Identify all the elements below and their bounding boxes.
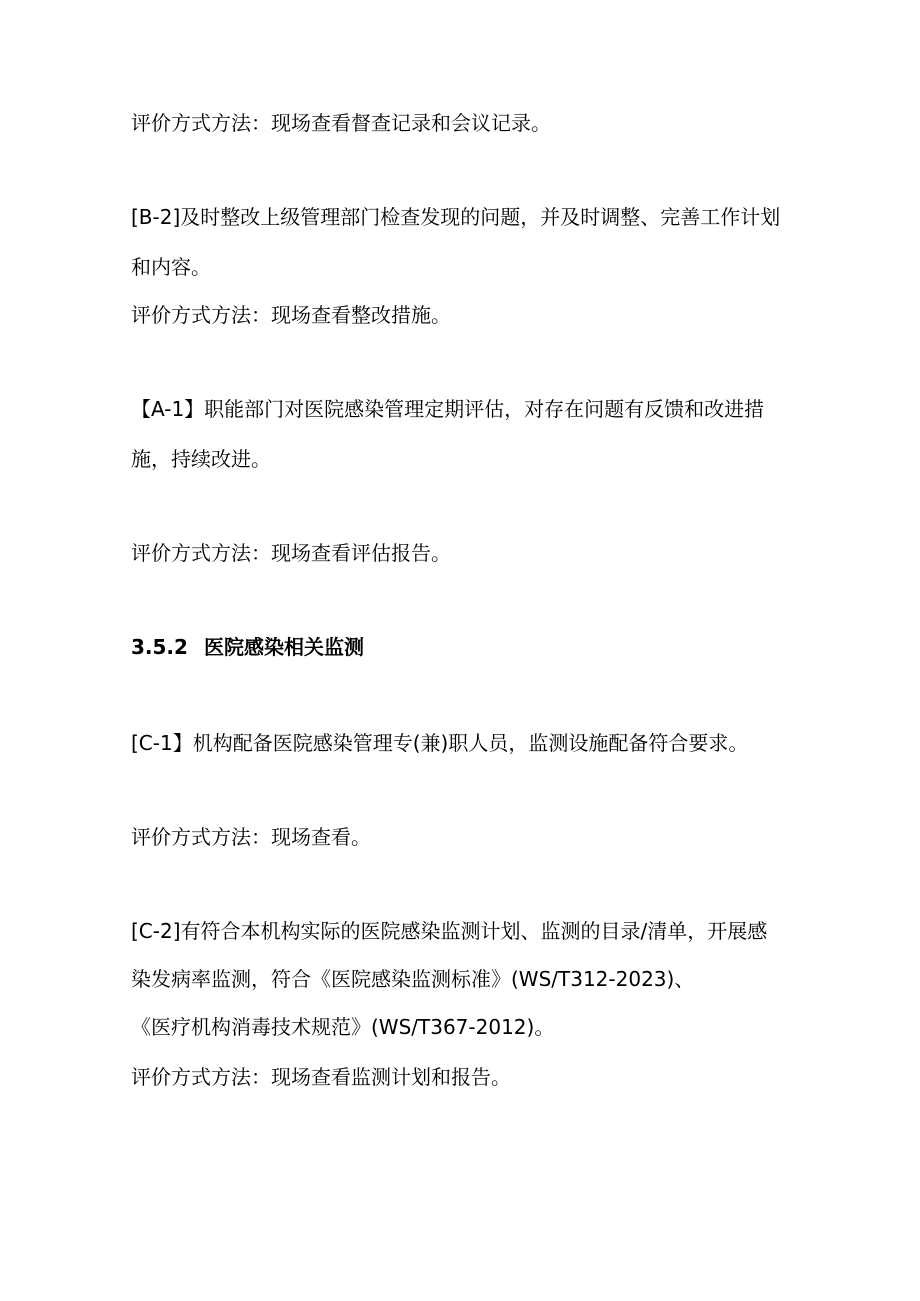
evaluation-method-line: 评价方式方法：现场查看。	[131, 825, 371, 849]
criterion-c2-line-3: 《医疗机构消毒技术规范》(WS/T367-2012)。	[131, 1015, 555, 1039]
criterion-c2-line-1: [C-2]有符合本机构实际的医院感染监测计划、监测的目录/清单，开展感	[131, 919, 768, 943]
criterion-b2-line-2: 和内容。	[131, 255, 211, 279]
evaluation-method-line: 评价方式方法：现场查看监测计划和报告。	[131, 1065, 511, 1089]
criterion-c2-line-2: 染发病率监测，符合《医院感染监测标准》(WS/T312-2023)、	[131, 967, 695, 991]
section-number: 3.5.2	[131, 635, 188, 659]
evaluation-method-line: 评价方式方法：现场查看督查记录和会议记录。	[131, 111, 551, 135]
criterion-c1-line-1: [C-1】机构配备医院感染管理专(兼)职人员，监测设施配备符合要求。	[131, 731, 749, 755]
evaluation-method-line: 评价方式方法：现场查看整改措施。	[131, 303, 451, 327]
section-title: 医院感染相关监测	[203, 635, 364, 659]
section-heading	[131, 634, 364, 660]
criterion-b2-line-1: [B-2]及时整改上级管理部门检查发现的问题，并及时调整、完善工作计划	[131, 205, 781, 229]
criterion-a1-line-2: 施，持续改进。	[131, 447, 271, 471]
criterion-a1-line-1: 【A-1】职能部门对医院感染管理定期评估，对存在问题有反馈和改进措	[131, 397, 765, 421]
evaluation-method-line: 评价方式方法：现场查看评估报告。	[131, 541, 451, 565]
